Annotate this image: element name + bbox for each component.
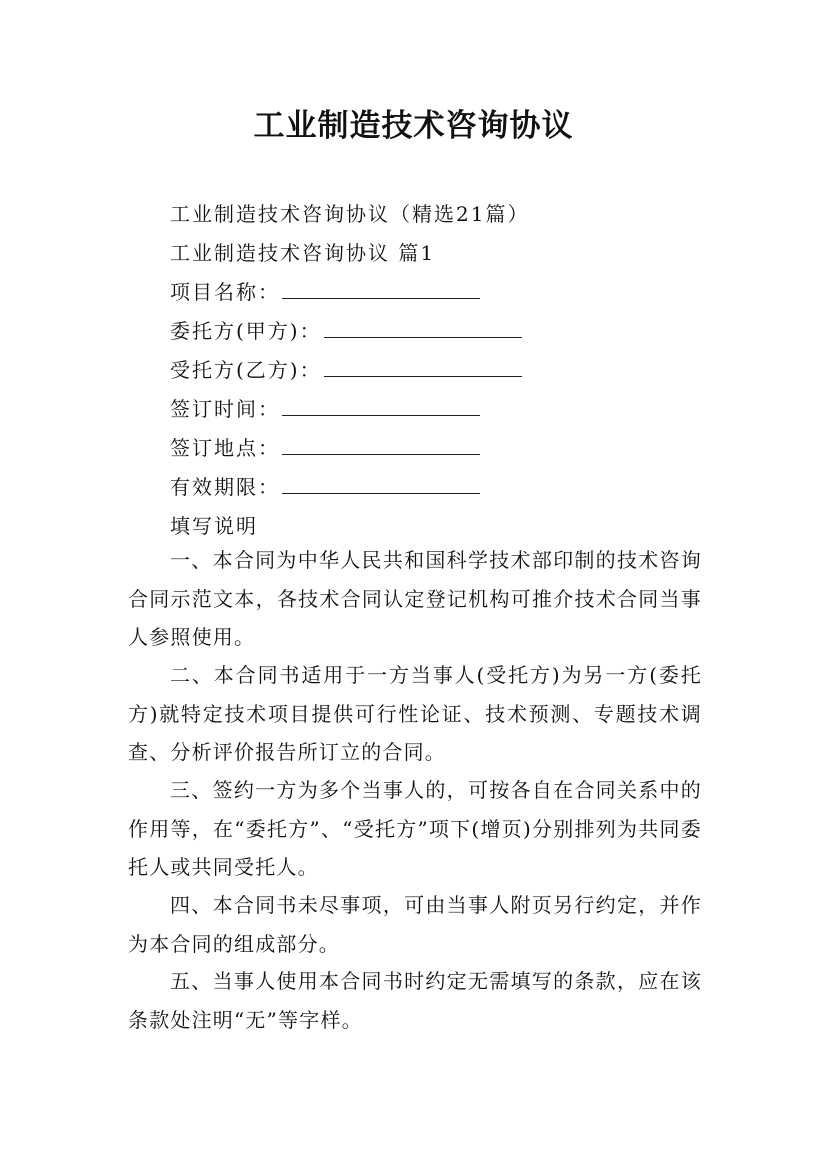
field-label: 委托方(甲方)： [170, 319, 322, 343]
fill-in-blank [282, 278, 480, 299]
instruction-paragraph-1: 一、本合同为中华人民共和国科学技术部印制的技术咨询合同示范文本，各技术合同认定登记机构可推介技术合同当事人参照使用。 [128, 548, 702, 649]
field-contractor [170, 354, 522, 383]
field-validity-period [170, 471, 480, 500]
instruction-paragraph-2: 二、本合同书适用于一方当事人(受托方)为另一方(委托方)就特定技术项目提供可行性论证、技术预测、专题技术调查、分析评价报告所订立的合同。 [128, 663, 702, 764]
fill-in-blank [324, 356, 522, 377]
fill-in-blank [282, 395, 480, 416]
field-project-name [170, 276, 480, 305]
field-label: 项目名称： [170, 280, 280, 304]
fill-in-blank [282, 473, 480, 494]
fill-in-blank [282, 434, 480, 455]
instruction-paragraph-4: 四、本合同书未尽事项，可由当事人附页另行约定，并作为本合同的组成部分。 [128, 893, 702, 956]
field-client [170, 315, 522, 344]
instructions-heading: 填写说明 [170, 514, 258, 538]
field-signing-place [170, 432, 480, 461]
field-label: 受托方(乙方)： [170, 358, 322, 382]
instruction-paragraph-5: 五、当事人使用本合同书时约定无需填写的条款，应在该条款处注明“无”等字样。 [128, 969, 702, 1032]
section-heading: 工业制造技术咨询协议 篇1 [170, 241, 436, 265]
field-label: 有效期限： [170, 475, 280, 499]
instruction-paragraph-3: 三、签约一方为多个当事人的，可按各自在合同关系中的作用等，在“委托方”、“受托方”项下(增页)分别排列为共同委托人或共同受托人。 [128, 778, 702, 879]
field-label: 签订地点： [170, 436, 280, 460]
fill-in-blank [324, 317, 522, 338]
document-title: 工业制造技术咨询协议 [253, 108, 574, 144]
field-signing-date [170, 393, 480, 422]
field-label: 签订时间： [170, 397, 280, 421]
document-subtitle: 工业制造技术咨询协议（精选21篇） [170, 202, 530, 226]
